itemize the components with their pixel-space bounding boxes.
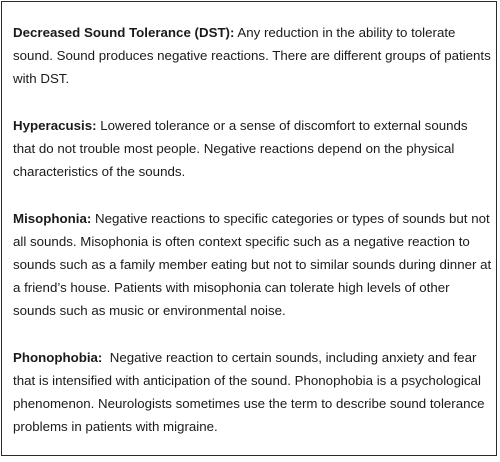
definition-text: a friend’s house. Patients with misophonia can tolerate high levels of other (13, 280, 450, 295)
definition-text: sound. Sound produces negative reactions. There are different groups of patients (13, 48, 491, 63)
definition-hyperacusis (13, 114, 499, 183)
definition-text: characteristics of the sounds. (13, 164, 186, 179)
definitions-list (13, 21, 499, 462)
definitions-box (1, 1, 497, 456)
definition-text: that do not trouble most people. Negative reactions depend on the physical (13, 141, 455, 156)
definition-text: problems in patients with migraine. (13, 419, 218, 434)
definition-dst (13, 21, 499, 90)
definition-misophonia (13, 207, 499, 322)
term-label: Misophonia: (13, 211, 92, 226)
definition-text: sounds such as music or environmental noise. (13, 303, 286, 318)
definition-text: phenomenon. Neurologists sometimes use the term to describe sound tolerance (13, 396, 485, 411)
definition-text: Negative reactions to specific categories or types of sounds but not (91, 211, 490, 226)
term-label: Phonophobia: (13, 350, 103, 365)
definition-text: Any reduction in the ability to tolerate (234, 25, 456, 40)
definition-text: sounds such as a family member eating but not to similar sounds during dinner at (13, 257, 492, 272)
definition-text: that is intensified with anticipation of the sound. Phonophobia is a psychological (13, 373, 481, 388)
term-label: Decreased Sound Tolerance (DST): (13, 25, 235, 40)
definition-text: Lowered tolerance or a sense of discomfort to external sounds (96, 118, 468, 133)
definition-text: with DST. (13, 71, 70, 86)
term-label: Hyperacusis: (13, 118, 97, 133)
definition-phonophobia (13, 346, 499, 438)
definition-text: Negative reaction to certain sounds, including anxiety and fear (102, 350, 477, 365)
definition-text: all sounds. Misophonia is often context specific such as a negative reaction to (13, 234, 470, 249)
